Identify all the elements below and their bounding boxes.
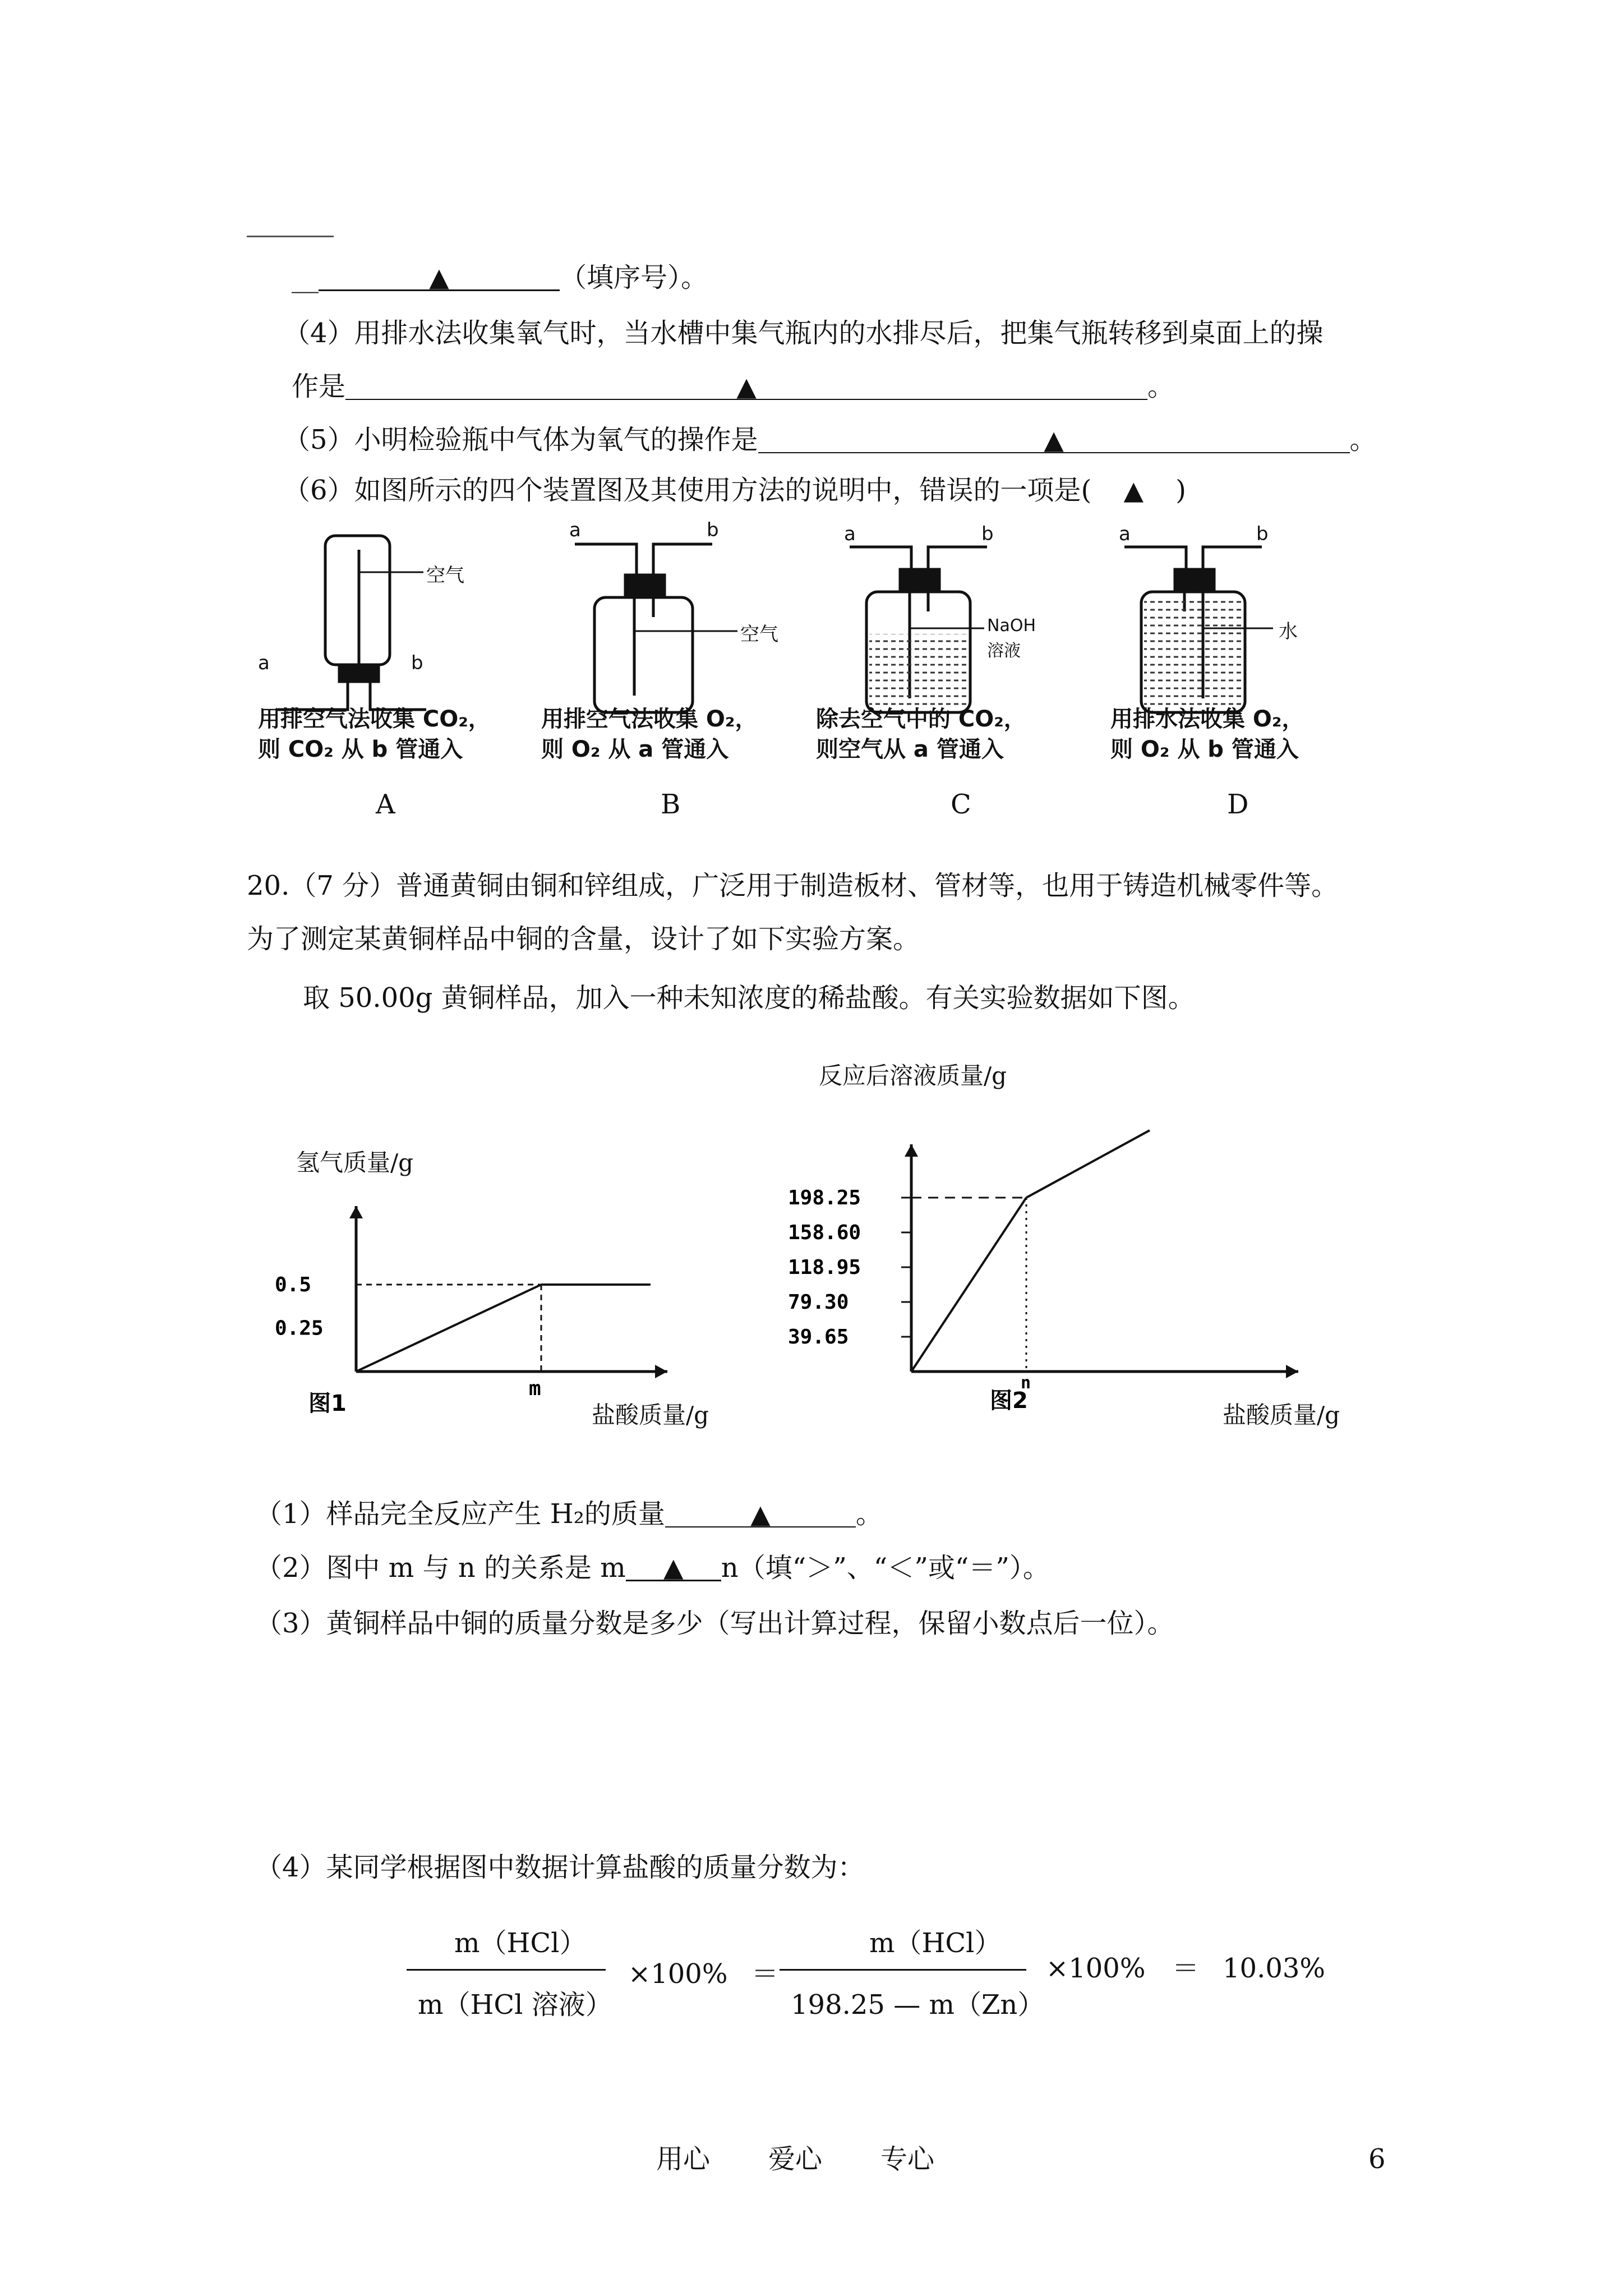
chart1-title: 图1 <box>308 1391 347 1414</box>
formula-eq-2: ＝ <box>1172 1953 1200 1984</box>
chart1-ytick-label: 0.5 <box>275 1273 312 1296</box>
fraction-bar-2 <box>780 1969 1026 1971</box>
chart2-x-marker: n <box>1021 1373 1031 1393</box>
answer-blank[interactable] <box>345 373 1147 400</box>
triangle-mark: ▲ <box>1044 425 1064 455</box>
formula <box>393 1927 1346 2042</box>
answer-blank[interactable] <box>758 426 1350 453</box>
chart2-continue-line <box>1026 1130 1150 1198</box>
device-a-caption-2: 则 CO₂ 从 b 管通入 <box>258 737 463 762</box>
chart2-ylabel: 反应后溶液质量/g <box>819 1062 1007 1089</box>
device-c-caption <box>816 704 1026 765</box>
chart1-ytick-label: 0.25 <box>275 1317 324 1340</box>
formula-den-2: 198.25 — m（Zn） <box>791 1989 1045 2021</box>
formula-num-2: m（HCl） <box>869 1927 1002 1959</box>
chart2-rise-line <box>911 1198 1026 1372</box>
device-a-label: 空气 <box>426 564 464 587</box>
chart2-xlabel: 盐酸质量/g <box>1223 1401 1340 1429</box>
chart2-x-axis-head <box>1286 1365 1298 1378</box>
q20-2-text: （2）图中 m 与 n 的关系是 m <box>255 1552 626 1584</box>
chart1-x-axis-head <box>655 1365 667 1378</box>
chart2-y-axis-head <box>905 1144 918 1157</box>
footer-word-1: 用心 <box>656 2143 711 2175</box>
chart1-xlabel: 盐酸质量/g <box>592 1401 709 1429</box>
device-a-caption <box>258 704 491 765</box>
apparatus-figure <box>255 519 1371 808</box>
formula-times-1: ×100% <box>628 1958 728 1990</box>
device-c-caption-1: 除去空气中的 CO₂， <box>816 706 1026 732</box>
fill-suffix: （填序号）。 <box>560 262 708 293</box>
item-4-cont-text: 作是 <box>292 371 346 402</box>
item-5-end: 。 <box>1349 424 1377 455</box>
device-a-tube-b: b <box>411 652 423 674</box>
chart2-ytick-label: 39.65 <box>788 1326 849 1349</box>
q20-2-end: n（填“＞”、“＜”或“＝”）。 <box>721 1552 1050 1584</box>
chart2-ytick-label: 79.30 <box>788 1291 849 1314</box>
device-c-label-1: NaOH <box>987 616 1036 636</box>
item-5 <box>283 426 1377 453</box>
answer-blank[interactable] <box>665 1501 856 1527</box>
formula-den-1: m（HCl 溶液） <box>418 1989 612 2021</box>
q20-2 <box>255 1552 1050 1584</box>
device-letter-c: C <box>951 789 971 820</box>
device-a-tube-a: a <box>258 652 270 674</box>
device-b-caption-1: 用排空气法收集 O₂， <box>541 706 758 732</box>
device-letter-d: D <box>1227 789 1249 820</box>
blank-prefix: __ <box>292 262 319 293</box>
device-c-tube-a: a <box>844 523 856 545</box>
item-4-cont <box>292 373 1174 400</box>
formula-num-1: m（HCl） <box>454 1927 587 1959</box>
item-6-end: ) <box>1175 475 1187 506</box>
chart1-ylabel: 氢气质量/g <box>296 1149 414 1176</box>
chart1-y-axis-head <box>349 1206 363 1218</box>
item-6 <box>283 477 1186 504</box>
device-d-caption-2: 则 O₂ 从 b 管通入 <box>1110 737 1299 762</box>
device-d-tube-a: a <box>1119 523 1131 545</box>
item-4-end: 。 <box>1147 371 1175 402</box>
fraction-bar-1 <box>407 1969 606 1971</box>
page-number: 6 <box>1368 2143 1386 2175</box>
triangle-mark: ▲ <box>750 1499 771 1529</box>
q20-intro-3: 取 50.00g 黄铜样品，加入一种未知浓度的稀盐酸。有关实验数据如下图。 <box>303 982 1195 1014</box>
q20-4: （4）某同学根据图中数据计算盐酸的质量分数为： <box>255 1852 865 1883</box>
device-b-bottle <box>575 544 737 712</box>
fill-line-order <box>292 264 708 291</box>
device-b-caption-2: 则 O₂ 从 a 管通入 <box>541 737 729 762</box>
triangle-mark: ▲ <box>429 262 449 292</box>
formula-eq-1: ＝ <box>751 1958 779 1990</box>
device-letter-b: B <box>661 789 681 820</box>
device-b-tube-b: b <box>707 519 719 541</box>
chart2-ytick-label: 158.60 <box>788 1221 861 1244</box>
chart-1 <box>264 1167 679 1414</box>
q20-1-text: （1）样品完全反应产生 H₂的质量 <box>255 1498 665 1530</box>
device-d-label: 水 <box>1279 620 1298 643</box>
footer-word-3: 专心 <box>880 2143 935 2175</box>
device-c-caption-2: 则空气从 a 管通入 <box>816 737 1004 762</box>
device-a-caption-1: 用排空气法收集 CO₂， <box>258 706 491 732</box>
header-rule <box>247 236 334 237</box>
device-c-tube-b: b <box>981 523 994 545</box>
item-6-text: （6）如图所示的四个装置图及其使用方法的说明中，错误的一项是( <box>283 475 1092 506</box>
chart2-ytick-label: 198.25 <box>788 1186 861 1209</box>
chart2-title: 图2 <box>990 1388 1028 1414</box>
chart1-x-marker: m <box>529 1377 541 1400</box>
formula-result: 10.03% <box>1223 1953 1326 1984</box>
q20-1-end: 。 <box>855 1498 883 1530</box>
device-d-caption <box>1110 704 1304 765</box>
q20-intro-2: 为了测定某黄铜样品中铜的含量，设计了如下实验方案。 <box>247 923 920 955</box>
chart2-ytick-label: 118.95 <box>788 1256 861 1279</box>
q20-3: （3）黄铜样品中铜的质量分数是多少（写出计算过程，保留小数点后一位）。 <box>255 1608 1174 1639</box>
item-4-text: （4）用排水法收集氧气时，当水槽中集气瓶内的水排尽后，把集气瓶转移到桌面上的操 <box>283 318 1324 349</box>
footer-word-2: 爱心 <box>768 2143 823 2175</box>
item-4 <box>283 320 1324 347</box>
chart-2 <box>777 1122 1321 1419</box>
item-5-text: （5）小明检验瓶中气体为氧气的操作是 <box>283 424 758 455</box>
device-c-label-2: 溶液 <box>987 641 1021 661</box>
device-b-label: 空气 <box>740 623 778 646</box>
chart1-rise-line <box>356 1285 541 1372</box>
triangle-mark: ▲ <box>663 1552 684 1582</box>
device-a-bottle <box>278 536 426 710</box>
formula-times-2: ×100% <box>1046 1953 1146 1984</box>
device-d-tube-b: b <box>1256 523 1269 545</box>
triangle-mark: ▲ <box>1123 475 1144 505</box>
answer-blank[interactable] <box>319 264 560 291</box>
triangle-mark: ▲ <box>736 371 757 402</box>
device-b-tube-a: a <box>569 519 581 541</box>
answer-blank[interactable] <box>626 1554 721 1581</box>
device-d-caption-1: 用排水法收集 O₂， <box>1110 706 1304 732</box>
q20-1 <box>255 1498 883 1530</box>
device-letter-a: A <box>376 789 395 820</box>
device-b-caption <box>541 704 757 765</box>
q20-intro-1: 20.（7 分）普通黄铜由铜和锌组成，广泛用于制造板材、管材等，也用于铸造机械零件等。 <box>247 870 1339 901</box>
